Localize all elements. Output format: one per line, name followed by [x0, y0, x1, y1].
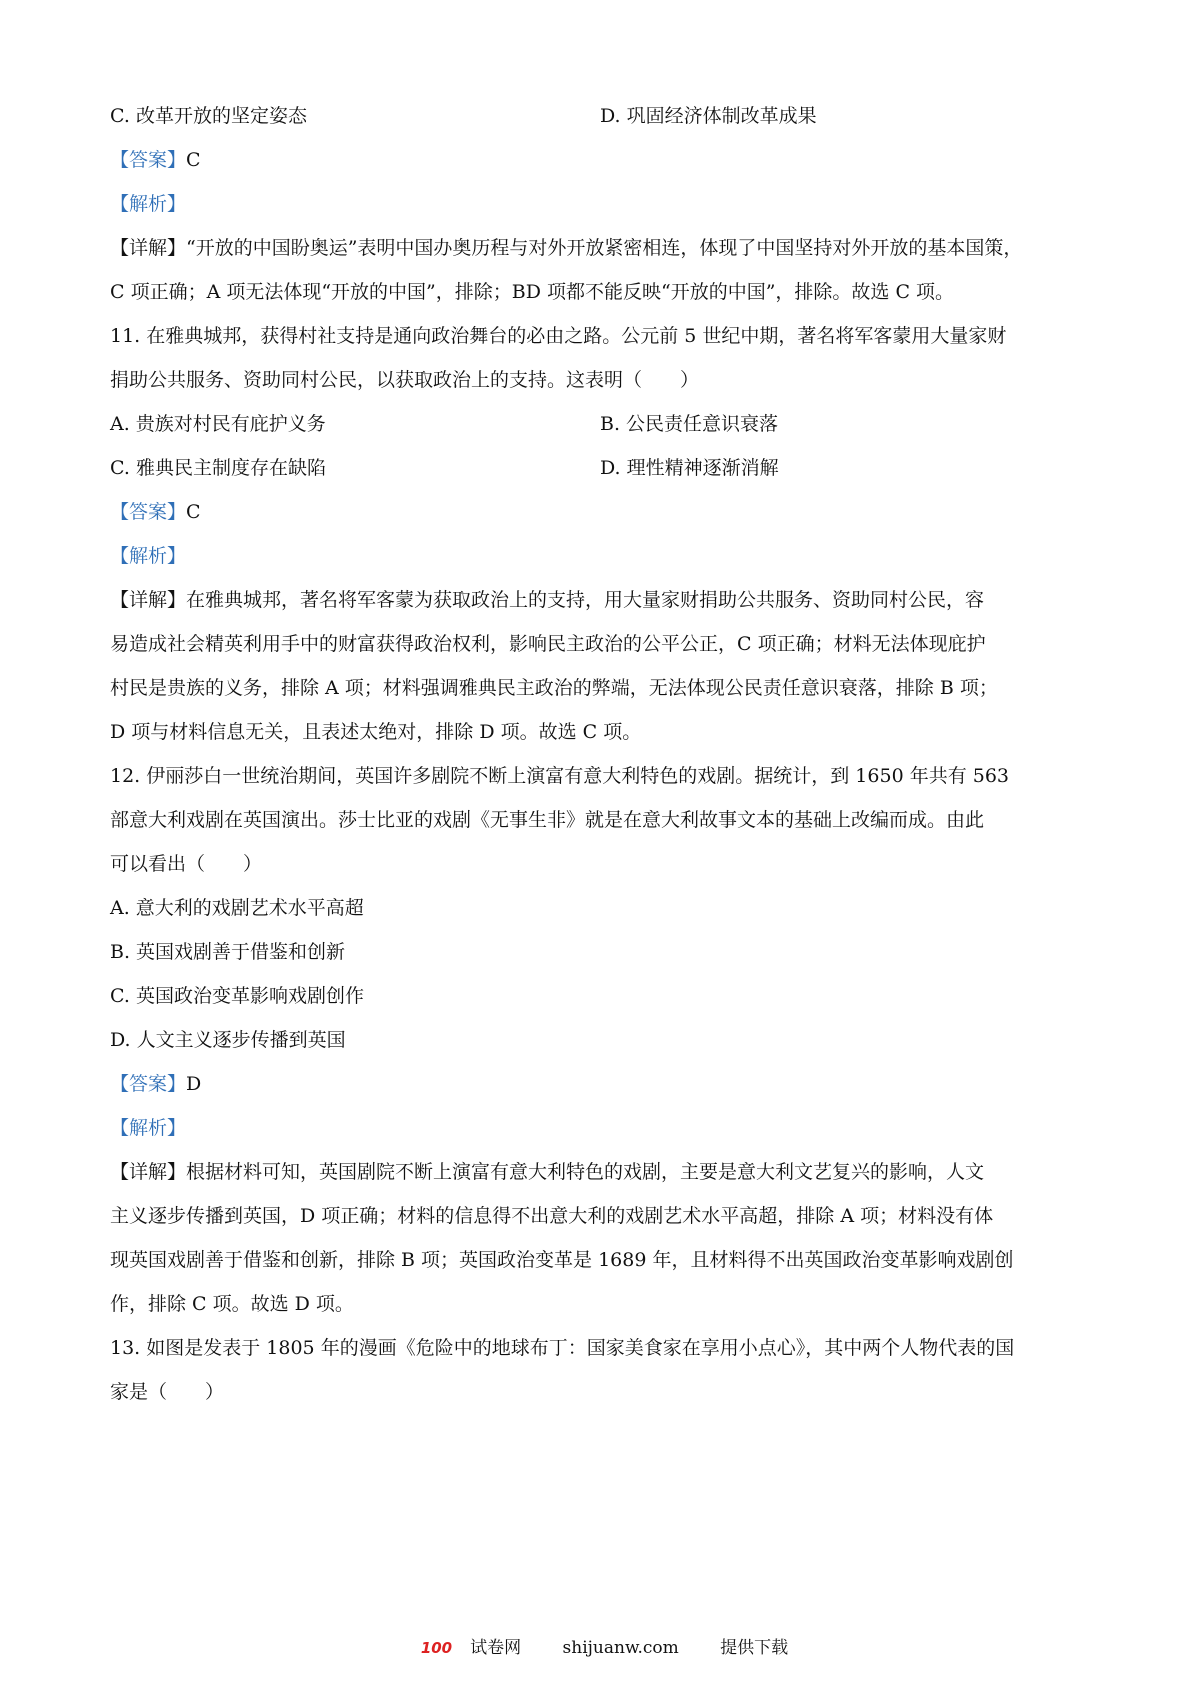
q12-analysis-label: 【解析】	[110, 1117, 187, 1139]
answer-label: 【答案】	[110, 149, 187, 171]
q11-detail-line-1: 【详解】在雅典城邦，著名将军客蒙为获取政治上的支持，用大量家财捐助公共服务、资助同村公民，容	[110, 589, 985, 611]
q11-answer	[110, 500, 201, 524]
q11-detail-line-2: 易造成社会精英利用手中的财富获得政治权利，影响民主政治的公平公正，C 项正确；材料无法体现庇护	[110, 633, 986, 655]
q12-stem-line-3: 可以看出（ ）	[110, 853, 263, 875]
q10-detail-line-2: C 项正确；A 项无法体现“开放的中国”，排除；BD 项都不能反映“开放的中国”，排除。故选 C 项。	[110, 281, 955, 303]
q11-stem-line-1: 11. 在雅典城邦，获得村社支持是通向政治舞台的必由之路。公元前 5 世纪中期，著名将军客蒙用大量家财	[110, 325, 1007, 347]
q12-answer	[110, 1072, 201, 1096]
footer-brand	[403, 1638, 521, 1658]
answer-value: C	[186, 149, 201, 171]
q11-option-d: D. 理性精神逐渐消解	[600, 457, 779, 479]
answer-value: C	[186, 501, 201, 523]
footer-tagline: 提供下载	[720, 1638, 789, 1658]
q12-stem-line-1: 12. 伊丽莎白一世统治期间，英国许多剧院不断上演富有意大利特色的戏剧。据统计，到 1650 年共有 563	[110, 765, 1009, 787]
q12-option-c: C. 英国政治变革影响戏剧创作	[110, 985, 364, 1007]
q11-option-a: A. 贵族对村民有庇护义务	[110, 413, 326, 435]
q12-detail-line-3: 现英国戏剧善于借鉴和创新，排除 B 项；英国政治变革是 1689 年，且材料得不出英国政治变革影响戏剧创	[110, 1249, 1014, 1271]
q10-detail-line-1: 【详解】“开放的中国盼奥运”表明中国办奥历程与对外开放紧密相连，体现了中国坚持对外开放的基本国策，	[110, 237, 1023, 259]
q11-detail-line-3: 村民是贵族的义务，排除 A 项；材料强调雅典民主政治的弊端，无法体现公民责任意识衰落，排除 B 项；	[110, 677, 998, 699]
q12-stem-line-2: 部意大利戏剧在英国演出。莎士比亚的戏剧《无事生非》就是在意大利故事文本的基础上改编而成。由此	[110, 809, 985, 831]
footer-site-name: 试卷网	[470, 1638, 522, 1658]
answer-value: D	[186, 1073, 202, 1095]
q13-stem-line-2: 家是（ ）	[110, 1381, 225, 1403]
q12-detail-line-2: 主义逐步传播到英国，D 项正确；材料的信息得不出意大利的戏剧艺术水平高超，排除 A 项；材料没有体	[110, 1205, 994, 1227]
q11-analysis-label: 【解析】	[110, 545, 187, 567]
q11-detail-line-4: D 项与材料信息无关，且表述太绝对，排除 D 项。故选 C 项。	[110, 721, 642, 743]
q10-option-d: D. 巩固经济体制改革成果	[600, 105, 817, 127]
site-logo: 100	[420, 1639, 453, 1657]
q11-option-c: C. 雅典民主制度存在缺陷	[110, 457, 326, 479]
q12-detail-line-1: 【详解】根据材料可知，英国剧院不断上演富有意大利特色的戏剧，主要是意大利文艺复兴的影响，人文	[110, 1161, 985, 1183]
q10-option-c: C. 改革开放的坚定姿态	[110, 105, 307, 127]
footer-domain-link[interactable]: shijuanw.com	[562, 1638, 679, 1658]
q11-stem-line-2: 捐助公共服务、资助同村公民，以获取政治上的支持。这表明（ ）	[110, 369, 700, 391]
q10-analysis-label: 【解析】	[110, 193, 187, 215]
q11-option-b: B. 公民责任意识衰落	[600, 413, 779, 435]
answer-label: 【答案】	[110, 1073, 187, 1095]
q10-answer	[110, 148, 201, 172]
page-footer	[0, 1633, 1191, 1658]
q13-stem-line-1: 13. 如图是发表于 1805 年的漫画《危险中的地球布丁：国家美食家在享用小点心》，其中两个人物代表的国	[110, 1337, 1015, 1359]
answer-label: 【答案】	[110, 501, 187, 523]
q12-option-d: D. 人文主义逐步传播到英国	[110, 1029, 346, 1051]
q12-option-a: A. 意大利的戏剧艺术水平高超	[110, 897, 364, 919]
q12-detail-line-4: 作，排除 C 项。故选 D 项。	[110, 1293, 354, 1315]
q12-option-b: B. 英国戏剧善于借鉴和创新	[110, 941, 346, 963]
